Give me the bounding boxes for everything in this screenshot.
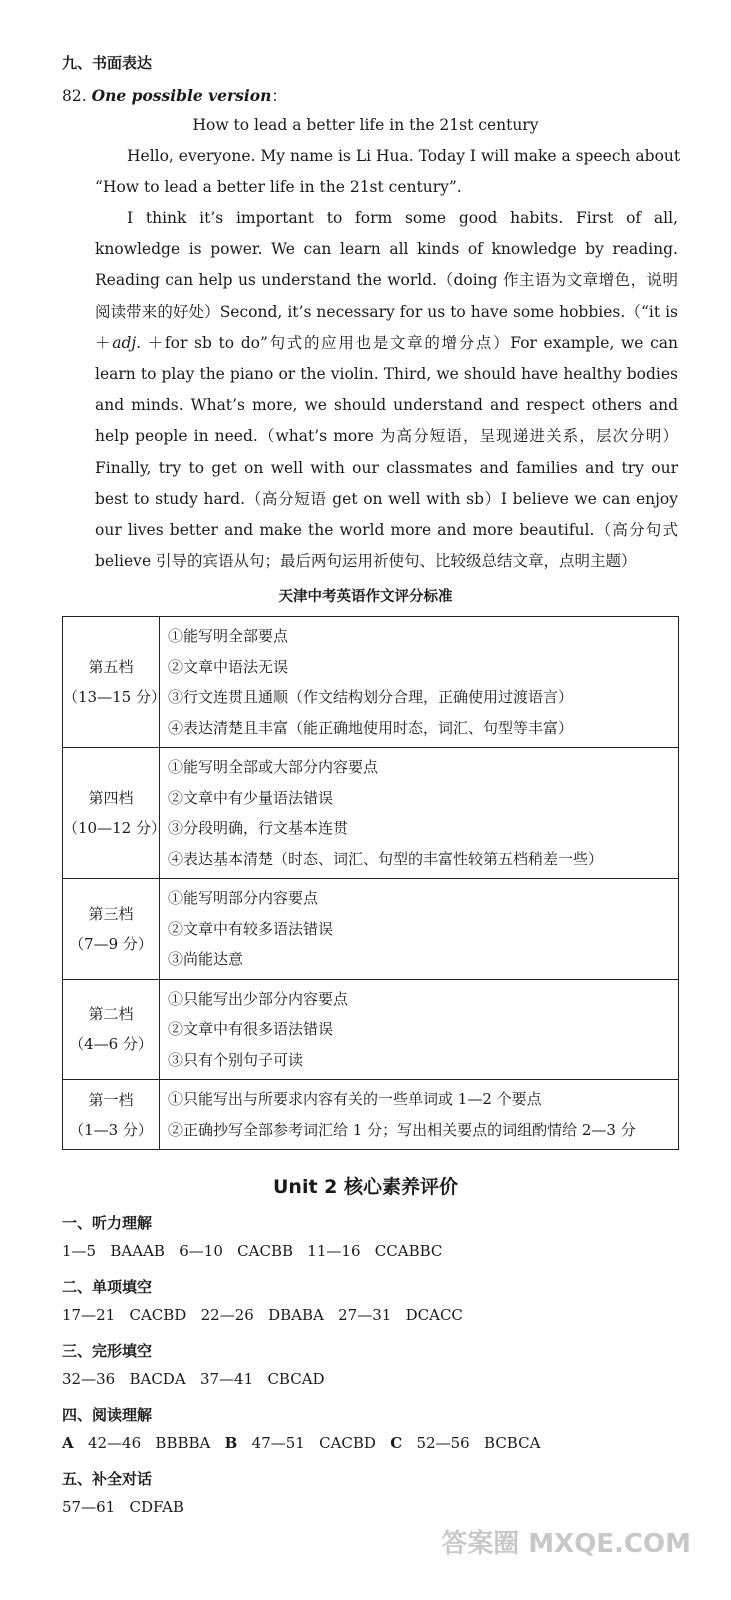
criterion: ①只能写出少部分内容要点 xyxy=(168,989,349,1008)
section-heading-reading: 四、阅读理解 xyxy=(62,1406,153,1424)
question-number: 82. xyxy=(62,87,92,105)
possible-version-label: One possible version xyxy=(91,86,272,105)
grade-level-cell xyxy=(63,1080,160,1150)
question-82-label xyxy=(62,84,287,106)
essay-body xyxy=(95,203,678,577)
grade-row-5 xyxy=(63,617,679,748)
passage-label-b: B xyxy=(224,1434,238,1452)
scoring-table-title: 天津中考英语作文评分标准 xyxy=(278,589,453,605)
criterion: ③分段明确，行文基本连贯 xyxy=(168,819,349,837)
criterion: ②文章中语法无误 xyxy=(168,657,289,676)
grade-level-cell xyxy=(63,748,166,879)
colon: ： xyxy=(271,87,287,105)
grade-range: （7—9 分） xyxy=(69,934,153,953)
grade-range: （4—6 分） xyxy=(69,1035,153,1054)
section-heading-single-choice: 二、单项填空 xyxy=(62,1278,153,1296)
passage-answers-b: 47—51 CACBD xyxy=(237,1434,391,1452)
essay-body-part-b: ＋for sb to do”句式的应用也是文章的增分点）For example, we can learn to play the piano or the violin. Third, we should have healthy bodies and minds. What’s more, we should understand and respect others and help people in need.（what’s more 为高分短语，呈现递进关系，层次分明）Finally, try to get on well with our classmates and families and try our best to study hard.（高分短语 get on well with sb）I believe we can enjoy our lives better and make the world more and more beautiful.（高分句式 believe 引导的宾语从句；最后两句运用祈使句、比较级总结文章，点明主题） xyxy=(95,333,678,571)
grade-criteria-cell xyxy=(160,979,679,1080)
grade-level-cell xyxy=(63,879,160,980)
criterion: ④表达清楚且丰富（能正确地使用时态，词汇、句型等丰富） xyxy=(168,718,574,737)
grade-criteria-cell xyxy=(160,748,679,879)
essay-intro-line-1: Hello, everyone. My name is Li Hua. Today I will make a speech about xyxy=(127,147,681,165)
grade-name: 第五档 xyxy=(88,658,134,676)
passage-label-c: C xyxy=(390,1434,403,1452)
essay-body-adj: adj. xyxy=(112,333,142,352)
answers-reading xyxy=(62,1434,540,1452)
essay-title: How to lead a better life in the 21st century xyxy=(192,116,539,134)
grade-row-2 xyxy=(63,979,679,1080)
criterion: ①只能写出与所要求内容有关的一些单词或 1—2 个要点 xyxy=(168,1090,542,1108)
section-heading-cloze: 三、完形填空 xyxy=(62,1342,153,1360)
section-heading-listening: 一、听力理解 xyxy=(62,1214,153,1232)
criterion: ②文章中有较多语法错误 xyxy=(168,919,334,938)
grade-level-cell xyxy=(63,617,166,748)
passage-label-a: A xyxy=(62,1434,74,1452)
answers-cloze: 32—36 BACDA 37—41 CBCAD xyxy=(62,1370,325,1388)
answers-single-choice: 17—21 CACBD 22—26 DBABA 27—31 DCACC xyxy=(62,1306,463,1324)
criterion: ②文章中有少量语法错误 xyxy=(168,788,334,807)
passage-answers-a: 42—46 BBBBA xyxy=(73,1434,225,1452)
criterion: ①能写明全部或大部分内容要点 xyxy=(168,758,379,776)
criterion: ④表达基本清楚（时态、词汇、句型的丰富性较第五档稍差一些） xyxy=(168,849,604,868)
grade-name: 第四档 xyxy=(88,789,134,807)
section-heading-writing: 九、书面表达 xyxy=(62,54,153,72)
criterion: ②文章中有很多语法错误 xyxy=(168,1020,334,1038)
criterion: ①能写明部分内容要点 xyxy=(168,889,319,907)
grade-row-1 xyxy=(63,1080,679,1150)
answers-dialogue: 57—61 CDFAB xyxy=(62,1498,184,1516)
criterion: ③尚能达意 xyxy=(168,950,244,968)
grade-level-cell xyxy=(63,979,160,1080)
essay-intro-line-2: “How to lead a better life in the 21st century”. xyxy=(95,178,462,196)
grade-name: 第二档 xyxy=(88,1005,134,1024)
grade-range: （13—15 分） xyxy=(63,688,166,706)
essay-body-part-a: I think it’s important to form some good habits. First of all, knowledge is power. We can learn all kinds of knowledge by reading. Reading can help us understand the world.（doing 作主语为文章增色，说明阅读带来的好处）Second, it’s necessary for us to have some hobbies.（“it is＋ xyxy=(95,209,678,352)
grade-range: （1—3 分） xyxy=(69,1120,153,1139)
criterion: ③只有个别句子可读 xyxy=(168,1050,304,1069)
unit-title: Unit 2 核心素养评价 xyxy=(273,1176,458,1198)
criterion: ③行文连贯且通顺（作文结构划分合理，正确使用过渡语言） xyxy=(168,688,574,706)
grade-criteria-cell xyxy=(160,1080,679,1150)
answers-listening: 1—5 BAAAB 6—10 CACBB 11—16 CCABBC xyxy=(62,1242,443,1260)
grade-name: 第一档 xyxy=(88,1090,134,1109)
grade-criteria-cell xyxy=(160,879,679,980)
grade-criteria-cell xyxy=(160,617,679,748)
criterion: ②正确抄写全部参考词汇给 1 分；写出相关要点的词组酌情给 2—3 分 xyxy=(168,1120,636,1139)
criterion: ①能写明全部要点 xyxy=(168,627,289,645)
passage-answers-c: 52—56 BCBCA xyxy=(402,1434,541,1452)
grade-name: 第三档 xyxy=(88,904,134,923)
grade-row-3 xyxy=(63,879,679,980)
grade-row-4 xyxy=(63,748,679,879)
scoring-table xyxy=(62,616,679,1150)
watermark-logo: 答案圈 MXQE.COM xyxy=(441,1529,691,1559)
grade-range: （10—12 分） xyxy=(63,819,166,837)
section-heading-dialogue: 五、补全对话 xyxy=(62,1470,153,1488)
